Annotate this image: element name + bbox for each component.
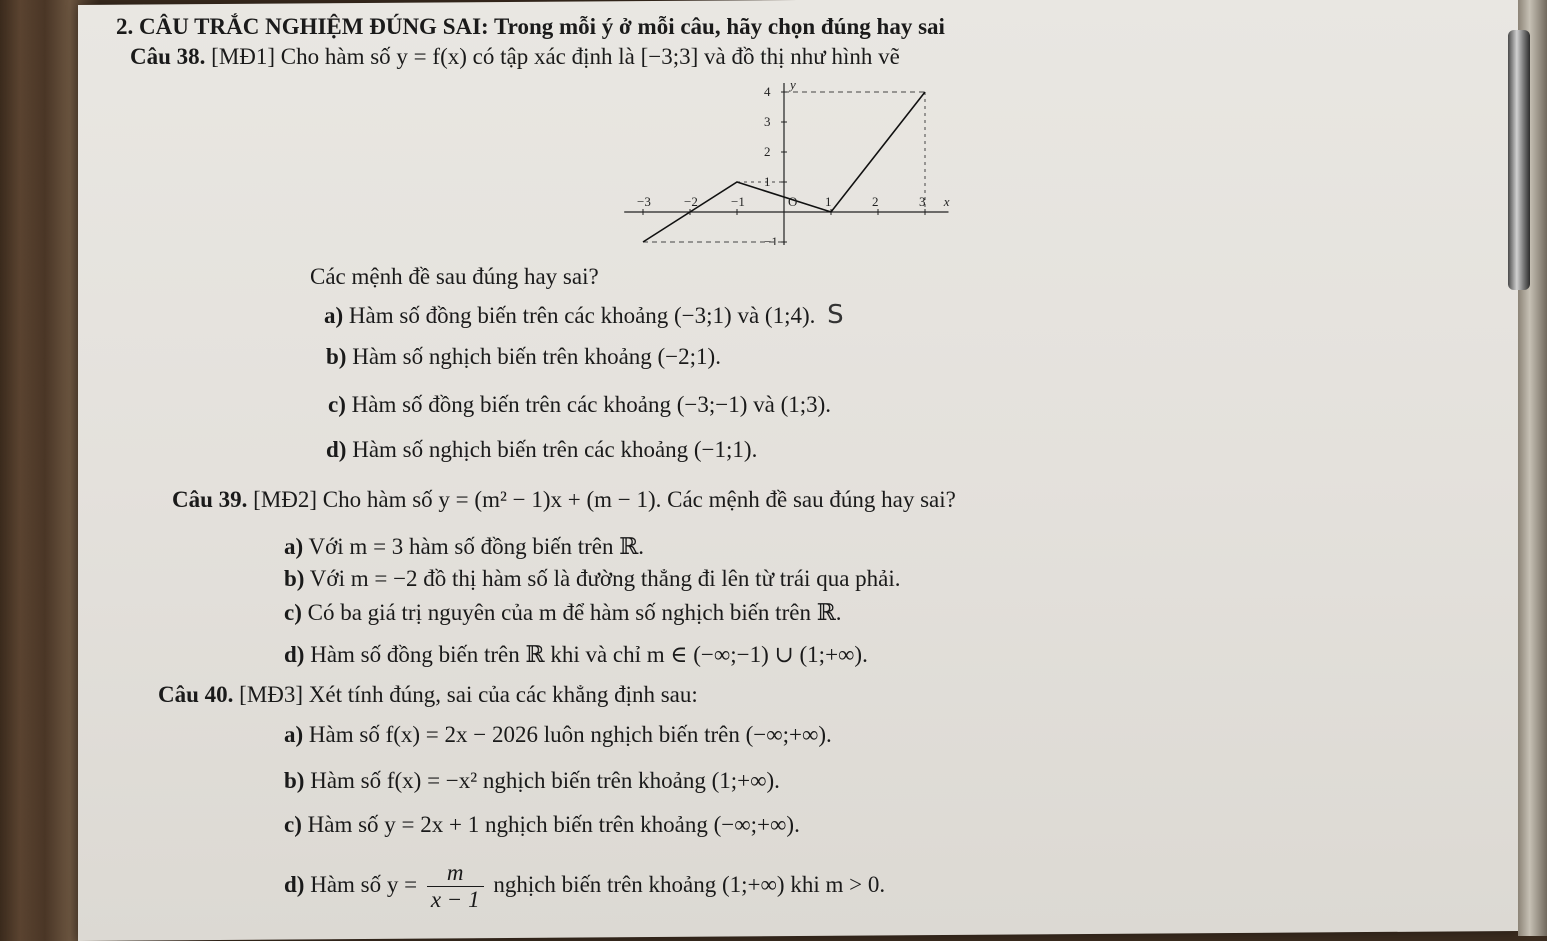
q38-option-d (326, 437, 757, 463)
q39-header (172, 487, 956, 513)
q38-label: Câu 38. (130, 44, 206, 69)
q38-stem: Cho hàm số y = f(x) có tập xác định là [−3;3] và đồ thị như hình vẽ (280, 44, 900, 69)
origin-label: O (788, 194, 798, 209)
option-text: Hàm số y = 2x + 1 nghịch biến trên khoảng (−∞;+∞). (307, 812, 800, 837)
option-key: b) (284, 566, 305, 591)
q39-stem: Cho hàm số y = (m² − 1)x + (m − 1). Các mệnh đề sau đúng hay sai? (322, 487, 956, 512)
q40-option-c (284, 812, 800, 838)
option-text: Hàm số nghịch biến trên các khoảng (−1;1). (352, 437, 758, 462)
y-tick-label: 3 (764, 114, 771, 129)
q40-header (158, 682, 698, 708)
q38-option-a (324, 300, 844, 330)
handwritten-mark: S (827, 300, 844, 330)
option-key: a) (324, 303, 344, 328)
q39-option-a (284, 534, 644, 560)
option-key: d) (326, 437, 347, 462)
q40-option-a (284, 722, 832, 748)
q40-level: [MĐ3] (239, 682, 304, 707)
option-key: d) (284, 642, 305, 667)
option-key: c) (284, 812, 302, 837)
q39-option-b (284, 566, 901, 592)
q39-option-d (284, 642, 868, 668)
x-tick-label: 2 (872, 194, 879, 209)
q38-prompt: Các mệnh đề sau đúng hay sai? (310, 264, 599, 289)
option-key: a) (284, 722, 304, 747)
option-text: Hàm số f(x) = −x² nghịch biến trên khoảng (1;+∞). (310, 768, 780, 793)
q38-header (130, 44, 900, 70)
option-key: d) (284, 871, 305, 897)
q40-option-d (284, 860, 885, 913)
q38-graph (618, 80, 968, 245)
option-text: Hàm số nghịch biến trên khoảng (−2;1). (352, 344, 721, 369)
q39-level: [MĐ2] (253, 487, 318, 512)
q40-option-b (284, 768, 780, 794)
y-axis-label: y (790, 80, 796, 92)
y-tick-label: 2 (764, 144, 771, 159)
option-text: Hàm số đồng biến trên các khoảng (−3;−1) và (1;3). (351, 392, 832, 417)
option-key: b) (284, 768, 305, 793)
option-text: Hàm số đồng biến trên ℝ khi và chỉ m ∈ (−∞;−1) ∪ (1;+∞). (310, 642, 868, 667)
x-axis-label: x (943, 194, 950, 209)
x-tick-label: −2 (684, 194, 698, 209)
q38-level: [MĐ1] (211, 44, 276, 69)
x-tick-label: 1 (825, 194, 832, 209)
option-text: Với m = −2 đồ thị hàm số là đường thẳng đi lên từ trái qua phải. (309, 566, 901, 591)
option-key: a) (284, 534, 304, 559)
option-text: Có ba giá trị nguyên của m để hàm số nghịch biến trên ℝ. (307, 600, 842, 625)
option-text: Hàm số đồng biến trên các khoảng (−3;1) và (1;4). (348, 303, 816, 328)
option-text-post: nghịch biến trên khoảng (1;+∞) khi m > 0. (493, 871, 886, 897)
option-key: b) (326, 344, 347, 369)
section-title: 2. CÂU TRẮC NGHIỆM ĐÚNG SAI: Trong mỗi ý ở mỗi câu, hãy chọn đúng hay sai (116, 14, 945, 39)
q40-stem: Xét tính đúng, sai của các khẳng định sau: (308, 682, 698, 707)
q38-option-b (326, 344, 721, 370)
y-tick-label: −1 (764, 234, 778, 245)
option-text: Với m = 3 hàm số đồng biến trên ℝ. (308, 534, 645, 559)
q40-label: Câu 40. (158, 682, 234, 707)
fraction (427, 860, 484, 913)
q39-option-c (284, 600, 842, 626)
x-tick-label: −1 (731, 194, 745, 209)
pen-object (1508, 30, 1530, 290)
y-tick-label: 4 (764, 84, 771, 99)
fraction-denominator: x − 1 (430, 887, 480, 912)
y-tick-label: 1 (764, 174, 771, 189)
option-text-pre: Hàm số y = (310, 871, 418, 897)
option-text: Hàm số f(x) = 2x − 2026 luôn nghịch biến trên (−∞;+∞). (308, 722, 832, 747)
fraction-numerator: m (427, 860, 484, 887)
option-key: c) (284, 600, 302, 625)
q39-label: Câu 39. (172, 487, 248, 512)
q38-option-c (328, 392, 831, 418)
option-key: c) (328, 392, 346, 417)
x-tick-label: −3 (637, 194, 651, 209)
x-tick-label: 3 (919, 194, 926, 209)
